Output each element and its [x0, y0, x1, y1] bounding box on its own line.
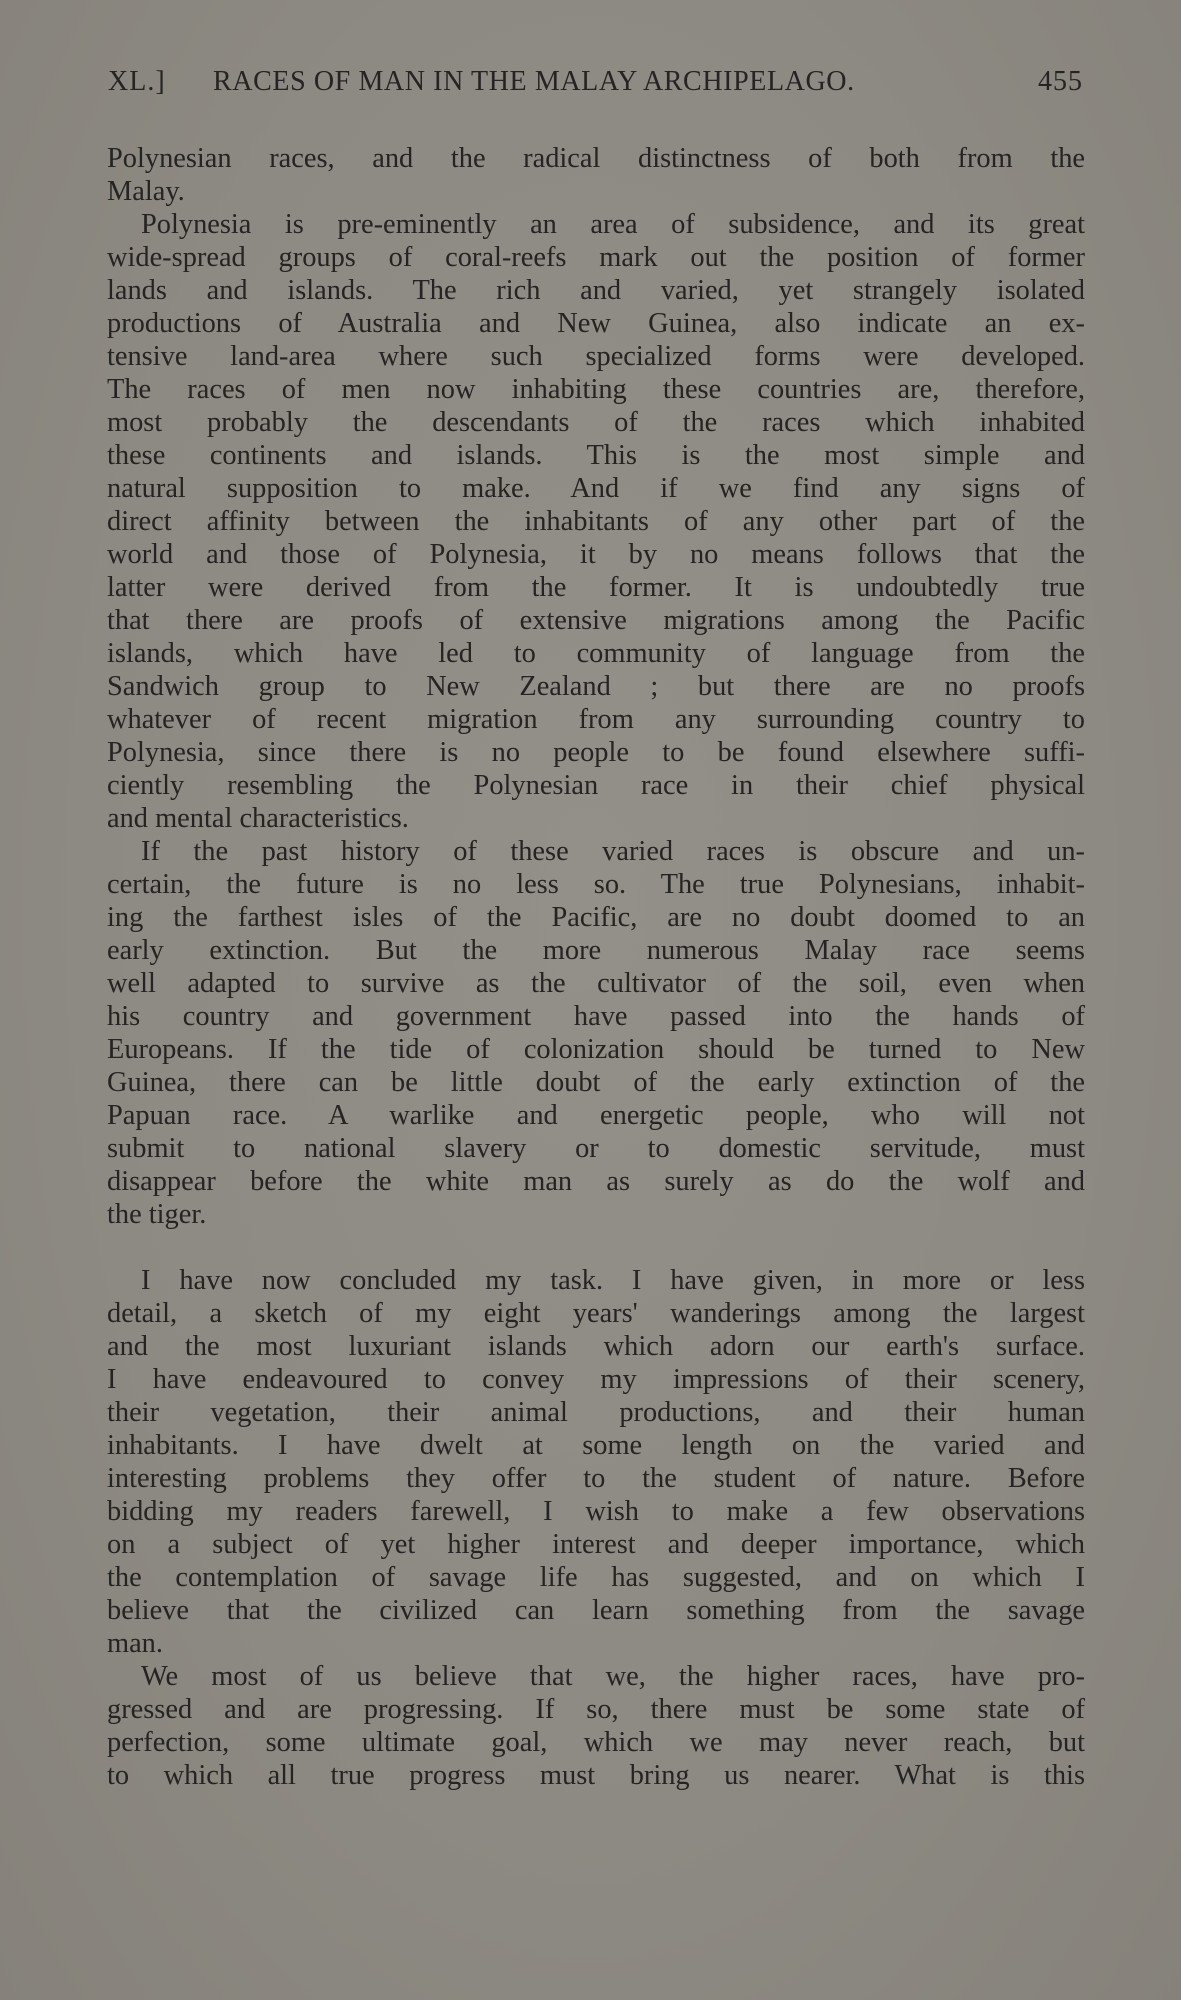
- text-line: the tiger.: [107, 1199, 207, 1230]
- text-line: the contemplation of savage life has suggested, and on which I: [107, 1562, 1085, 1593]
- text-line: and the most luxuriant islands which adorn our earth's surface.: [107, 1331, 1085, 1362]
- text-line: inhabitants. I have dwelt at some length on the varied and: [107, 1430, 1085, 1461]
- text-line: I have endeavoured to convey my impressions of their scenery,: [107, 1364, 1085, 1395]
- body-text: [107, 142, 1085, 1792]
- text-line: world and those of Polynesia, it by no means follows that the: [107, 539, 1085, 570]
- text-line: perfection, some ultimate goal, which we may never reach, but: [107, 1727, 1085, 1758]
- text-line: these continents and islands. This is the most simple and: [107, 440, 1085, 471]
- text-line: Papuan race. A warlike and energetic people, who will not: [107, 1100, 1085, 1131]
- text-line: and mental characteristics.: [107, 803, 409, 834]
- text-line: well adapted to survive as the cultivator of the soil, even when: [107, 968, 1085, 999]
- text-line: detail, a sketch of my eight years' wanderings among the largest: [107, 1298, 1085, 1329]
- text-line: islands, which have led to community of language from the: [107, 638, 1085, 669]
- text-line: most probably the descendants of the races which inhabited: [107, 407, 1085, 438]
- text-line: If the past history of these varied races is obscure and un-: [141, 836, 1085, 867]
- text-line: Sandwich group to New Zealand ; but there are no proofs: [107, 671, 1085, 702]
- text-line: man.: [107, 1628, 163, 1659]
- text-line: latter were derived from the former. It is undoubtedly true: [107, 572, 1085, 603]
- text-line: disappear before the white man as surely as do the wolf and: [107, 1166, 1085, 1197]
- page-number: 455: [1038, 66, 1083, 97]
- text-line: bidding my readers farewell, I wish to make a few observations: [107, 1496, 1085, 1527]
- text-line: to which all true progress must bring us nearer. What is this: [107, 1760, 1085, 1791]
- text-line: believe that the civilized can learn something from the savage: [107, 1595, 1085, 1626]
- text-line: Malay.: [107, 176, 185, 207]
- text-line: Europeans. If the tide of colonization should be turned to New: [107, 1034, 1085, 1065]
- text-line: interesting problems they offer to the student of nature. Before: [107, 1463, 1085, 1494]
- text-line: his country and government have passed into the hands of: [107, 1001, 1085, 1032]
- text-line: ing the farthest isles of the Pacific, are no doubt doomed to an: [107, 902, 1085, 933]
- text-line: early extinction. But the more numerous Malay race seems: [107, 935, 1085, 966]
- chapter-number: XL.]: [108, 66, 166, 97]
- text-line: gressed and are progressing. If so, there must be some state of: [107, 1694, 1085, 1725]
- text-line: wide-spread groups of coral-reefs mark out the position of former: [107, 242, 1085, 273]
- text-line: Guinea, there can be little doubt of the early extinction of the: [107, 1067, 1085, 1098]
- text-line: I have now concluded my task. I have given, in more or less: [141, 1265, 1085, 1296]
- text-line: lands and islands. The rich and varied, yet strangely isolated: [107, 275, 1085, 306]
- text-line: tensive land-area where such specialized forms were developed.: [107, 341, 1085, 372]
- running-title: RACES OF MAN IN THE MALAY ARCHIPELAGO.: [213, 66, 855, 97]
- text-line: certain, the future is no less so. The true Polynesians, inhabit-: [107, 869, 1085, 900]
- text-line: Polynesia is pre-eminently an area of subsidence, and its great: [141, 209, 1085, 240]
- text-line: that there are proofs of extensive migrations among the Pacific: [107, 605, 1085, 636]
- text-line: Polynesia, since there is no people to be found elsewhere suffi-: [107, 737, 1085, 768]
- text-line: direct affinity between the inhabitants of any other part of the: [107, 506, 1085, 537]
- text-line: their vegetation, their animal productions, and their human: [107, 1397, 1085, 1428]
- running-header: [108, 66, 1083, 106]
- text-line: on a subject of yet higher interest and deeper importance, which: [107, 1529, 1085, 1560]
- text-line: productions of Australia and New Guinea, also indicate an ex-: [107, 308, 1085, 339]
- text-line: natural supposition to make. And if we find any signs of: [107, 473, 1085, 504]
- text-line: submit to national slavery or to domestic servitude, must: [107, 1133, 1085, 1164]
- text-line: The races of men now inhabiting these countries are, therefore,: [107, 374, 1085, 405]
- text-line: ciently resembling the Polynesian race in their chief physical: [107, 770, 1085, 801]
- text-line: whatever of recent migration from any surrounding country to: [107, 704, 1085, 735]
- text-line: Polynesian races, and the radical distinctness of both from the: [107, 143, 1085, 174]
- text-line: We most of us believe that we, the higher races, have pro-: [141, 1661, 1085, 1692]
